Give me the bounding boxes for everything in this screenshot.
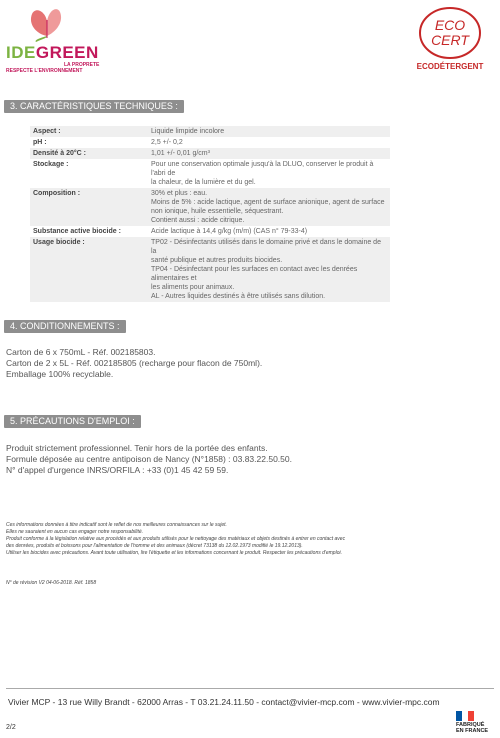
spec-value-line: Contient aussi : acide citrique.: [151, 217, 245, 224]
disclaimer-text: [6, 522, 345, 557]
made-in-france-label: FABRIQUÉ EN FRANCE: [456, 722, 489, 734]
spec-row: [30, 226, 390, 237]
spec-value-line: non ionique, huile essentielle, séquestrant.: [151, 208, 284, 215]
spec-row: [30, 148, 390, 159]
brand-name: IDEGREEN: [6, 43, 99, 62]
spec-row: [30, 137, 390, 148]
disclaimer-line: des denrées, produits et boissons pour l'alimentation de l'homme et des animaux (décret 73138 du 12.02.1973 modifié le 19.12.2013).: [6, 543, 303, 549]
spec-label: Usage biocide :: [30, 237, 148, 302]
footer-divider: [6, 688, 494, 689]
spec-value: [148, 126, 390, 137]
butterfly-icon: [26, 6, 68, 42]
spec-row: [30, 237, 390, 302]
spec-label: Densité à 20°C :: [30, 148, 148, 159]
spec-value-line: TP04 - Désinfectant pour les surfaces en contact avec les denrées alimentaires et: [151, 266, 358, 282]
footer-contact: Vivier MCP - 13 rue Willy Brandt - 62000 Arras - T 03.21.24.11.50 - contact@vivier-mcp.com - www.vivier-mpc.com: [8, 697, 440, 707]
spec-row: [30, 159, 390, 188]
spec-value-line: AL - Autres liquides destinés à être utilisés sans dilution.: [151, 293, 326, 300]
spec-label: Composition :: [30, 188, 148, 226]
ecocert-line-2: CERT: [431, 32, 469, 48]
ecocert-label: ECODÉTERGENT: [416, 62, 484, 71]
ecocert-line-1: ECO: [434, 17, 466, 33]
spec-value-line: Liquide limpide incolore: [151, 128, 225, 135]
packaging-line: Emballage 100% recyclable.: [6, 369, 114, 379]
disclaimer-line: Utiliser les biocides avec précautions. Avant toute utilisation, lire l'étiquette et les informations concernant le produit. Respecter les précautions d'emploi.: [6, 550, 342, 556]
revision-number: N° de révision V2 04-06-2018. Réf. 1858: [6, 580, 97, 586]
precaution-line: Formule déposée au centre antipoison de Nancy (N°1858) : 03.83.22.50.50.: [6, 454, 292, 464]
precautions-text: [6, 443, 292, 476]
ecocert-badge: [406, 6, 494, 72]
ecocert-seal-icon: [418, 6, 482, 60]
page-number: 2/2: [6, 724, 16, 731]
spec-label: pH :: [33, 139, 47, 146]
packaging-line: Carton de 2 x 5L - Réf. 002185805 (recharge pour flacon de 750ml).: [6, 358, 263, 368]
spec-value-line: Pour une conservation optimale jusqu'à la DLUO, conserver le produit à l'abri de: [151, 161, 374, 177]
spec-table: [30, 126, 390, 302]
spec-value-line: TP02 - Désinfectants utilisés dans le domaine privé et dans le domaine de la: [151, 239, 381, 255]
spec-row: [30, 126, 390, 137]
spec-value-line: santé publique et autres produits biocides.: [151, 257, 283, 264]
disclaimer-line: Produit conforme à la législation relative aux procédés et aux produits utilisés pour le nettoyage des matériaux et objets destinés à entrer en contact avec: [6, 536, 346, 542]
section-header-precautions: 5. PRÉCAUTIONS D'EMPLOI :: [4, 415, 141, 428]
spec-value-line: 30% et plus : eau.: [151, 190, 208, 197]
section-header-tech: 3. CARACTÉRISTIQUES TECHNIQUES :: [4, 100, 184, 113]
spec-value: [148, 188, 390, 226]
spec-value-line: la chaleur, de la lumière et du gel.: [151, 179, 256, 186]
spec-row: [30, 188, 390, 226]
brand-tagline-1: LA PROPRETE: [64, 62, 100, 68]
spec-label: Substance active biocide :: [33, 228, 121, 235]
spec-value: [148, 148, 390, 159]
idegreen-logo: [6, 6, 116, 72]
spec-value: [148, 137, 390, 148]
brand-tagline-2: RESPECTE L'ENVIRONNEMENT: [6, 68, 83, 74]
page-header: [0, 0, 500, 80]
spec-value: [148, 159, 390, 188]
spec-value-line: 2,5 +/- 0,2: [151, 139, 183, 146]
packaging-line: Carton de 6 x 750mL - Réf. 002185803.: [6, 347, 156, 357]
spec-value: [148, 237, 390, 302]
section-header-packaging: 4. CONDITIONNEMENTS :: [4, 320, 126, 333]
spec-value-line: Moins de 5% : acide lactique, agent de surface anionique, agent de surface: [151, 199, 385, 206]
spec-value: [148, 226, 390, 237]
france-flag-icon: [456, 711, 474, 721]
precaution-line: Produit strictement professionnel. Tenir hors de la portée des enfants.: [6, 443, 268, 453]
precaution-line: N° d'appel d'urgence INRS/ORFILA : +33 (0)1 45 42 59 59.: [6, 465, 229, 475]
spec-value-line: 1,01 +/- 0,01 g/cm³: [151, 150, 210, 157]
spec-value-line: Acide lactique à 14,4 g/kg (m/m) (CAS n° 79-33-4): [151, 228, 308, 235]
spec-label: Stockage :: [33, 161, 69, 168]
packaging-text: [6, 347, 262, 380]
disclaimer-line: Elles ne sauraient en aucun cas engager notre responsabilité.: [6, 529, 144, 535]
spec-value-line: les aliments pour animaux.: [151, 284, 235, 291]
disclaimer-line: Ces informations données à titre indicatif sont le reflet de nos meilleures connaissances sur le sujet.: [6, 522, 227, 528]
spec-label: Aspect :: [30, 126, 148, 137]
